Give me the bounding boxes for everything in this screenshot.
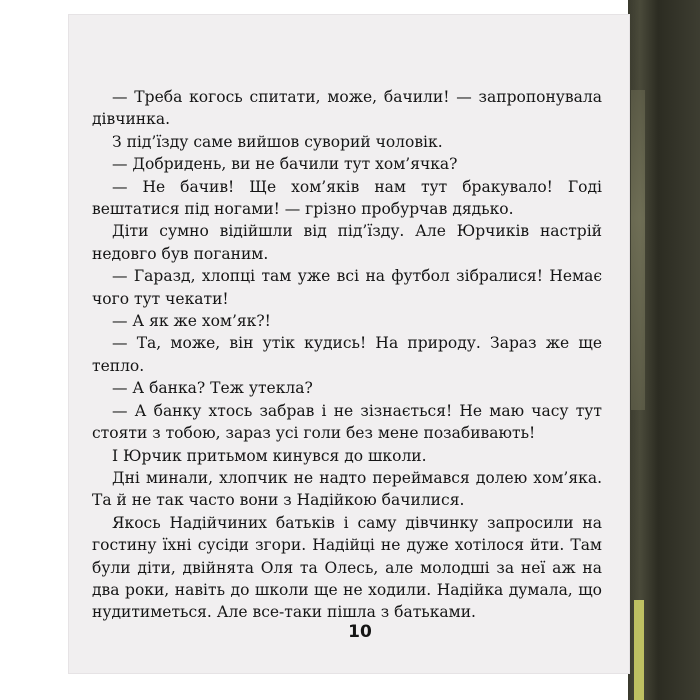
paragraph: Дні минали, хлопчик не надто переймався долею хом’яка. Та й не так часто вони з Надійкою бачилися.	[92, 468, 602, 510]
paragraph: Якось Надійчиних батьків і саму дівчинку запросили на гостину їхні сусіди згори. Надійці не дуже хотілося йти. Там були діти, двійнята Оля та Олесь, але молодші за неї аж на два роки, навіть до школи ще не ходили. Надійка думала, що нудитиметься. Але все-таки пішла з батьками.	[92, 513, 602, 622]
paragraph: Діти сумно відійшли від під’їзду. Але Юрчиків настрій недовго був поганим.	[92, 222, 602, 263]
paragraph: — Не бачив! Ще хом’яків нам тут бракувало! Годі вештатися під ногами! — грізно пробурчав дядько.	[92, 177, 602, 219]
book-edge-yellow-stripe	[634, 600, 644, 700]
paragraph: — А банку хтось забрав і не зізнається! Не маю часу тут стояти з тобою, зараз усі голи без мене позабивають!	[92, 401, 602, 443]
page-text	[92, 86, 602, 624]
paragraph: — Добридень, ви не бачили тут хом’ячка?	[112, 155, 458, 174]
paragraph: І Юрчик притьмом кинувся до школи.	[112, 446, 427, 465]
paragraph: — А як же хом’як?!	[112, 312, 271, 331]
paragraph: — Гаразд, хлопці там уже всі на футбол зібралися! Немає чого тут чекати!	[92, 267, 602, 308]
paragraph: — А банка? Теж утекла?	[112, 379, 313, 398]
paragraph: — Треба когось спитати, може, бачили! — запропонувала дівчинка.	[92, 88, 602, 129]
paragraph: — Та, може, він утік кудись! На природу. Зараз же ще тепло.	[92, 334, 602, 375]
book-edge-highlight	[631, 90, 645, 410]
paragraph: З під’їзду саме вийшов суворий чоловік.	[112, 132, 443, 151]
page-number: 10	[348, 622, 372, 642]
